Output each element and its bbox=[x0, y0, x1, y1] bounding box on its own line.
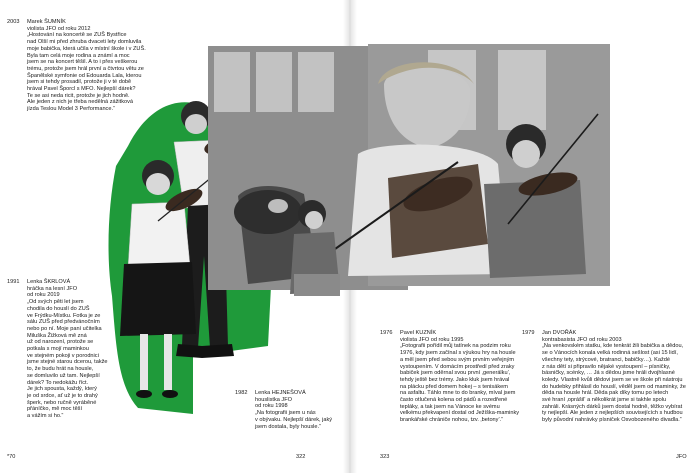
entry-sumnik bbox=[7, 19, 207, 119]
entry-role-year: od roku 1998 bbox=[255, 403, 288, 410]
entry-year: 2003 bbox=[7, 19, 20, 25]
entry-kuznik bbox=[380, 330, 520, 440]
left-folio: *70 bbox=[7, 454, 16, 460]
entry-role: hráčka na lesní JFO bbox=[27, 285, 78, 292]
entry-quote: „Od svých pěti let jsem chodila do houslí do ZUŠ ve Frýdku-Místku. Fotka je ze sálu ZUŠ před předvánočním nebo po ní. Moje paní učitelka Miluška Žižková mě zná už od narození, protože se potkala s mojí maminkou ve stejném pokoji v porodnici jsme stejné starou dcerou, takže to, že budu hrát na housle, se domluvilo už tam. Nejlepší dárek? To nedokážu říct. Je jich spousta, každý, který je od srdce, ať už je to drahý šperk, nebo ručně vyráběné přáníčko, mě moc těší a vážím si ho.“ bbox=[27, 299, 108, 420]
right-page-number: 323 bbox=[380, 454, 390, 460]
right-folio: JFO bbox=[676, 454, 687, 460]
entry-year: 1979 bbox=[522, 330, 535, 336]
entry-quote: „Na venkovském statku, kde tenkrát žili babička a dědou, se o Vánocích konala velká rodinná sešlost (asi 15 lidí, všechny tety, strýcové, bratranci, babičky…). Každé z nás dětí si připravilo nějaké vystoupení – písničky, básničky, scénky, … Já s dědou jsme hráli dvojhlasné koledy. Vlastně kvůli dědovi jsem se ve škole při nástroju do hudebky přihlásil do houslí, věděl jsem od maminky, že děda na housle hrál. Děda pak díky tomu po letech své hraní ‚oprášil‘ a několikrát jsme si takhle spolu zahráli. Krásných dárků jsem dostal hodně, těžko vybírat ty nejlepší. Ale jeden z nejlepších souvisejících s hudbou byly původní nahrávky písniček Osvobozeného divadla.“ bbox=[542, 343, 686, 424]
right-photo-collage bbox=[208, 44, 610, 302]
entry-name: Marek ŠUMNÍK bbox=[27, 19, 66, 25]
entry-year: 1991 bbox=[7, 279, 20, 285]
entry-quote: „Hostování na koncertě se ZUŠ Bystřice nad Olší mi před zhruba dvaceti lety domluvila moje babička, která učila v místní škole i v ZUŠ. Byla tam celá moje rodina a známí a moc jsem se na koncert těšil. A to i přes veškerou trému, protože jsem hrál první a čtvrtou větu ze Španělské symfonie od Edouarda Lala, kterou jsem si tehdy prosadil, protože ji v té době hrával Pavel Šporcl s MFO. Nejlepší dárek? Te se asi neda ricit, protože je jich hodně. Ale jeden z nich je třeba nedělná zážitková jízda Teslou Model 3 Performance.“ bbox=[27, 32, 146, 113]
entry-role: violista JFO od roku 1995 bbox=[400, 336, 464, 343]
entry-role-year: od roku 2019 bbox=[27, 292, 60, 299]
entry-role: houslistka JFO bbox=[255, 396, 292, 403]
entry-year: 1982 bbox=[235, 390, 248, 396]
entry-name: Lenka ŠKRLOVÁ bbox=[27, 279, 71, 285]
entry-name: Lenka HEJNEŠOVÁ bbox=[255, 390, 306, 396]
entry-name: Jan DVOŘÁK bbox=[542, 330, 577, 336]
entry-hejnesova bbox=[235, 390, 340, 440]
entry-quote: „Fotografii pořídil můj tatínek na podzim roku 1976, kdy jsem začínal s výukou hry na housle a měl jsem před sebou svým prvním veřejným vystoupením. V domácím prostředí před zraky babiček jsem oděrnal svou první ‚generálku‘, tehdy ještě bez trémy. Jako kluk jsem hrával na plácku před domem hokej – s tenisákem na asfaltu. Táhlo mne to do branky, míval jsem často otlučená kolena od pádů a rozedřené tepláky, a tak jsem na Vánoce ke svému velkému překvapení dostal od Ježíška-maminky brankářské chrániče nohou, tzv. ‚betony‘.“ bbox=[400, 343, 520, 424]
entry-dvorak bbox=[522, 330, 692, 440]
entry-role: kontrabasista JFO od roku 2003 bbox=[542, 336, 622, 343]
entry-skrlova bbox=[7, 279, 107, 439]
entry-role: violista JFO od roku 2012 bbox=[27, 25, 91, 32]
entry-year: 1976 bbox=[380, 330, 393, 336]
entry-quote: „Na fotografii jsem u nás v obývaku. Nejlepší dárek, jaký jsem dostala, byly housle.“ bbox=[255, 410, 333, 430]
entry-name: Pavel KUZNÍK bbox=[400, 330, 437, 336]
left-page-number: 322 bbox=[296, 454, 306, 460]
